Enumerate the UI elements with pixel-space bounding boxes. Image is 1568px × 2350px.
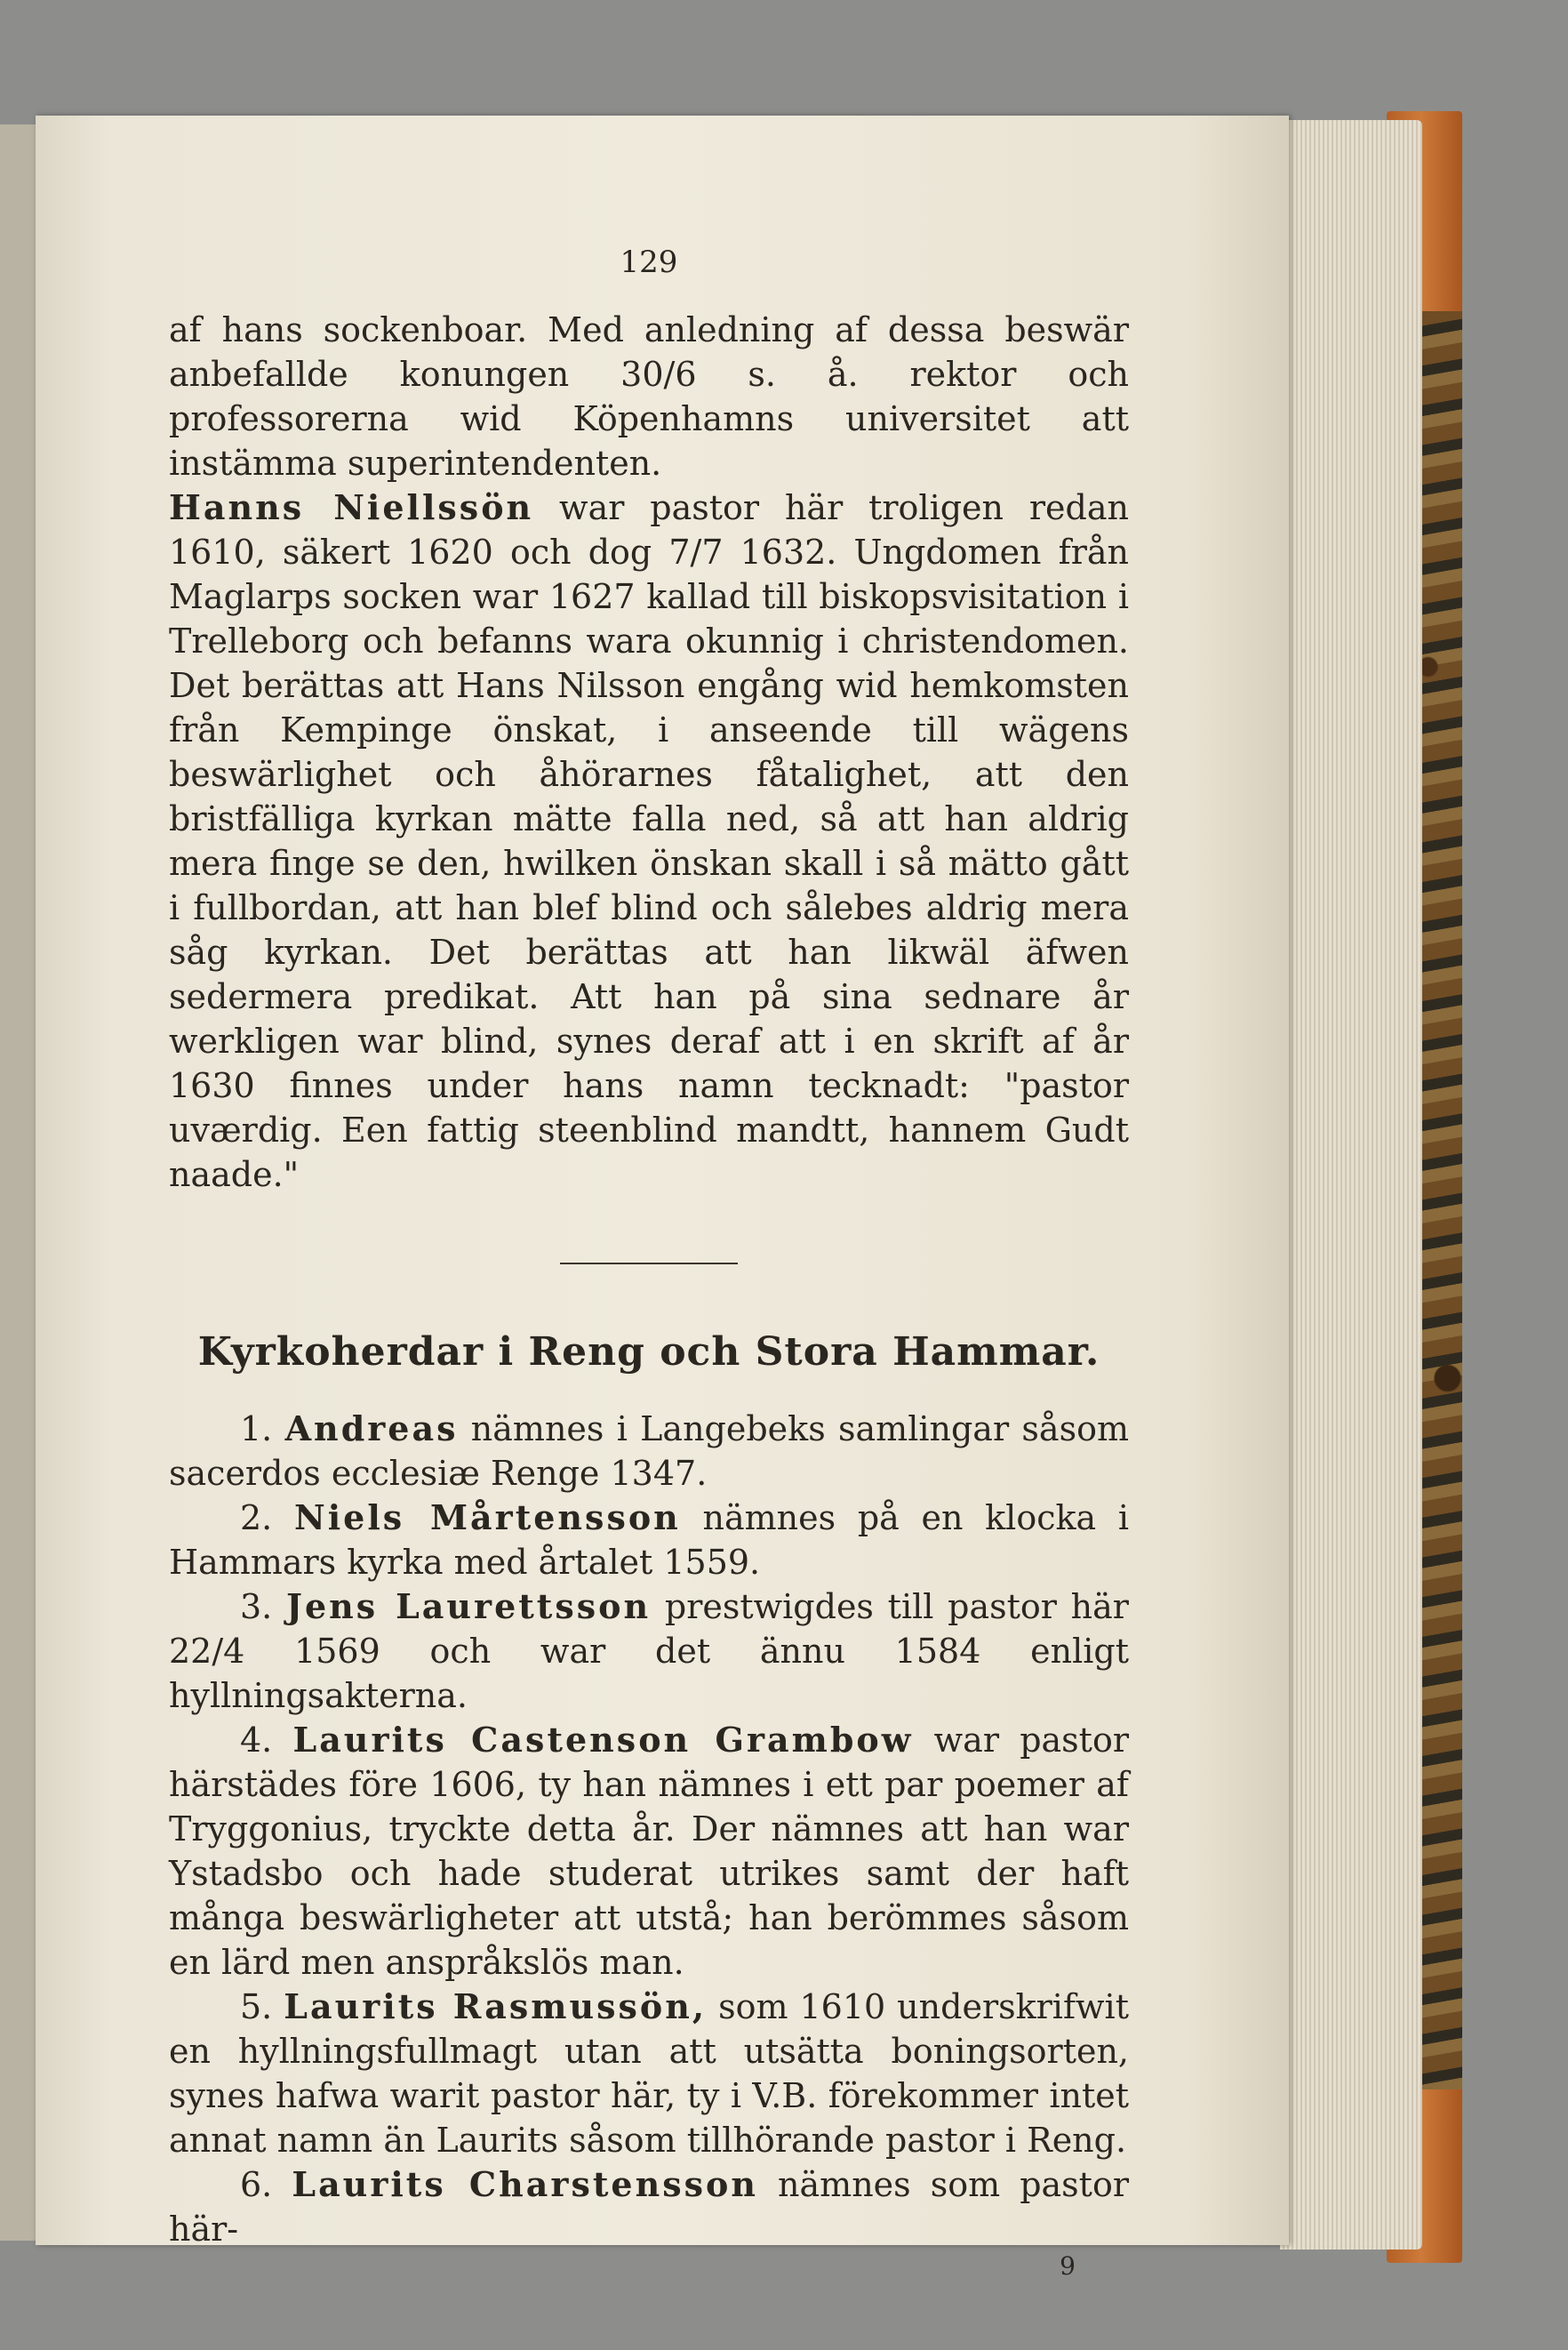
entry-name: Laurits Charstensson [292, 2164, 758, 2204]
list-item [169, 1407, 1129, 1496]
entry-text: som 1610 underskrifwit en hyllningsfullmagt utan att utsätta boningsorten, synes hafwa warit pastor här, ty i V.B. förekommer intet annat namn än Laurits såsom tillhörande pastor i Reng. [169, 1987, 1129, 2160]
list-item [169, 1718, 1129, 1985]
entry-name: Jens Laurettsson [286, 1586, 652, 1626]
entry-number: 2. [240, 1498, 273, 1537]
entry-number: 1. [240, 1409, 273, 1448]
entry-number: 4. [240, 1720, 273, 1760]
entry-text: nämnes på en klocka i Hammars kyrka med årtalet 1559. [169, 1498, 1129, 1582]
entry-text: prestwigdes till pastor här 22/4 1569 och war det ännu 1584 enligt hyllningsakterna. [169, 1587, 1129, 1715]
hanns-name: Hanns Niellssön [169, 487, 534, 527]
entry-name: Andreas [284, 1408, 459, 1448]
entry-text: nämnes som pastor här- [169, 2165, 1129, 2249]
top-paragraph: af hans sockenboar. Med anledning af dessa beswär anbefallde konungen 30/6 s. å. rektor och professorerna wid Köpenhamns universitet att instämma superintendenten. [169, 310, 1129, 483]
hanns-paragraph [169, 485, 1129, 1197]
page-stack-edge [1280, 120, 1422, 2250]
entry-name: Laurits Castenson Grambow [292, 1720, 914, 1760]
list-item [169, 1496, 1129, 1584]
entry-text: war pastor härstädes före 1606, ty han nämnes i ett par poemer af Tryggonius, tryckte detta år. Der nämnes att han war Ystadsbo och hade studerat utrikes samt der haft många beswärligheter att utstå; han berömmes såsom en lärd men anspråkslös man. [169, 1720, 1129, 1982]
entry-number: 5. [240, 1987, 273, 2026]
hanns-text: war pastor här troligen redan 1610, säkert 1620 och dog 7/7 1632. Ungdomen från Maglarps socken war 1627 kallad till biskopsvisitation i Trelleborg och befanns wara okunnig i christendomen. Det berättas att Hans Nilsson engång wid hemkomsten från Kempinge önskat, i anseende till wägens beswärlighet och åhörarnes fåtalighet, att den bristfälliga kyrkan mätte falla ned, så att han aldrig mera finge se den, hwilken önskan skall i så mätto gått i fullbordan, att han blef blind och sålebes aldrig mera såg kyrkan. Det berättas att han likwäl äfwen sedermera predikat. Att han på sina sednare år werkligen war blind, synes deraf att i en skrift af år 1630 finnes under hans namn tecknadt: "pastor uværdig. Een fattig steenblind mandtt, hannem Gudt naade." [169, 488, 1129, 1194]
book-page [36, 116, 1289, 2281]
section-heading: Kyrkoherdar i Reng och Stora Hammar. [197, 1329, 1100, 1375]
section-divider [560, 1263, 738, 1264]
page-number: 129 [620, 245, 678, 280]
list-item [169, 1985, 1129, 2162]
entry-text: nämnes i Langebeks samlingar såsom sacerdos ecclesiæ Renge 1347. [169, 1409, 1129, 1493]
list-item [169, 2162, 1129, 2251]
entry-name: Laurits Rasmussön, [284, 1986, 708, 2026]
signature-mark: 9 [1060, 2251, 1076, 2281]
entry-number: 3. [240, 1587, 273, 1626]
entry-number: 6. [240, 2165, 273, 2204]
page-text [169, 240, 1129, 2282]
entry-name: Niels Mårtensson [293, 1497, 681, 1537]
list-item [169, 1584, 1129, 1718]
